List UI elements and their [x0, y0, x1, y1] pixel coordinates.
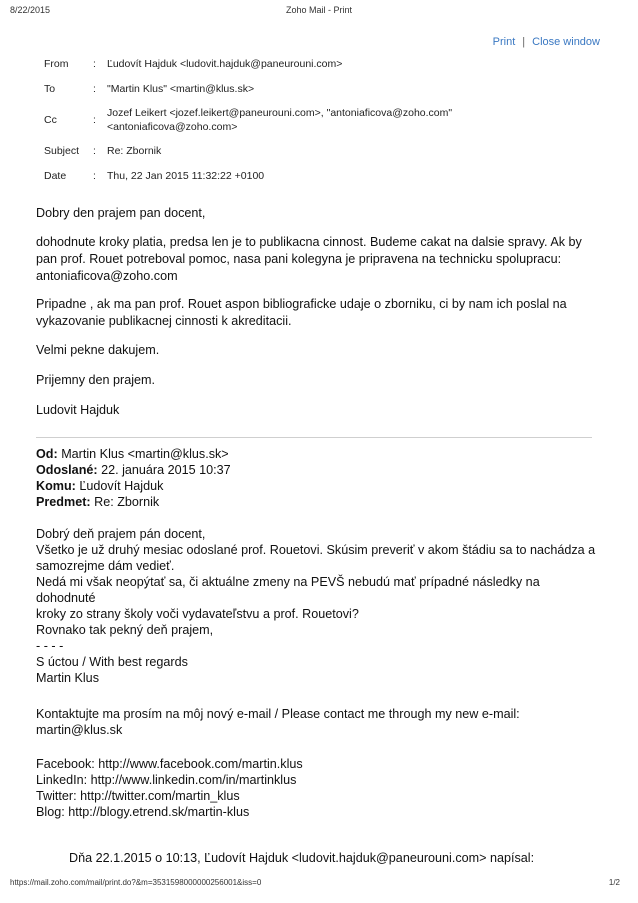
- message-greeting: [36, 205, 596, 222]
- quoted-from: [36, 446, 596, 462]
- quoted-subject-value: Re: Zbornik: [94, 495, 160, 509]
- signature-line: Martin Klus: [36, 671, 99, 685]
- message-paragraph-2: [36, 296, 596, 330]
- quoted-subject: [36, 494, 596, 510]
- footer-url: https://mail.zoho.com/mail/print.do?&m=3531598000000256001&iss=0: [10, 878, 262, 887]
- quoted-to: [36, 478, 596, 494]
- colon: :: [93, 57, 96, 70]
- subject-row: [36, 138, 602, 163]
- paragraph-line: dohodnute kroky platia, predsa len je to publikacna cinnost. Budeme cakat na dalsie spravy. Ak by: [36, 235, 582, 249]
- close-window-link[interactable]: Close window: [532, 36, 600, 48]
- reply-intro-text: Dňa 22.1.2015 o 10:13, Ľudovít Hajduk <ludovit.hajduk@paneurouni.com> napísal:: [69, 851, 535, 865]
- date-value: Thu, 22 Jan 2015 11:32:22 +0100: [107, 169, 265, 182]
- linkedin-link: LinkedIn: http://www.linkedin.com/in/martinklus: [36, 773, 297, 787]
- reply-intro: [69, 850, 609, 866]
- colon: :: [93, 113, 96, 126]
- cc-value: [107, 101, 602, 138]
- quoted-from-value: Martin Klus <martin@klus.sk>: [61, 447, 229, 461]
- paragraph-line: Pripadne , ak ma pan prof. Rouet aspon bibliograficke udaje o zborniku, ci by nam ich poslal na: [36, 297, 567, 311]
- from-value: Ľudovít Hajduk <ludovit.hajduk@paneurouni.com>: [107, 57, 343, 70]
- quoted-signature: [36, 638, 596, 686]
- thanks-text: Velmi pekne dakujem.: [36, 343, 160, 357]
- to-label: To: [44, 82, 56, 95]
- quoted-to-value: Ľudovít Hajduk: [79, 479, 164, 493]
- colon: :: [93, 169, 96, 182]
- closing-text: Prijemny den prajem.: [36, 373, 155, 387]
- paragraph-line: pan prof. Rouet potreboval pomoc, nasa pani kolegyna je pripravena na technicku spolupracu:: [36, 252, 562, 266]
- paragraph-line: vykazovanie publikacnej cinnosti k akreditacii.: [36, 314, 292, 328]
- to-value: "Martin Klus" <martin@klus.sk>: [107, 82, 255, 95]
- message-paragraph-1: [36, 234, 596, 285]
- quoted-line: Nedá mi však neopýtať sa, či aktuálne zmeny na PEVŠ nebudú mať prípadné následky na dohodnuté: [36, 575, 540, 605]
- quoted-social-links: [36, 756, 596, 820]
- print-title: Zoho Mail - Print: [285, 5, 353, 15]
- contact-line: martin@klus.sk: [36, 723, 123, 737]
- print-link[interactable]: Print: [492, 36, 516, 48]
- quoted-header: [36, 446, 596, 510]
- message-signature: [36, 402, 596, 419]
- contact-line: Kontaktujte ma prosím na môj nový e-mail / Please contact me through my new e-mail:: [36, 707, 520, 721]
- colon: :: [93, 144, 96, 157]
- subject-label: Subject: [44, 144, 80, 157]
- signature-line: S úctou / With best regards: [36, 655, 188, 669]
- to-row: [36, 76, 602, 101]
- quoted-line: Všetko je už druhý mesiac odoslané prof. Rouetovi. Skúsim preveriť v akom štádiu sa to nachádza a: [36, 543, 596, 557]
- cc-value-line: Jozef Leikert <jozef.leikert@paneurouni.com>, "antoniaficova@zoho.com": [107, 106, 453, 119]
- print-header: [10, 5, 628, 19]
- greeting-text: Dobry den prajem pan docent,: [36, 206, 206, 220]
- from-label: From: [44, 57, 69, 70]
- date-row: [36, 163, 602, 188]
- quoted-line: kroky zo strany školy voči vydavateľstvu a prof. Rouetovi?: [36, 607, 359, 621]
- message-thanks: [36, 342, 596, 359]
- cc-value-line: <antoniaficova@zoho.com>: [107, 120, 238, 133]
- cc-label: Cc: [44, 113, 57, 126]
- quoted-to-label: Komu:: [36, 479, 76, 493]
- facebook-link: Facebook: http://www.facebook.com/martin.klus: [36, 757, 303, 771]
- date-label: Date: [44, 169, 67, 182]
- signature-text: Ludovit Hajduk: [36, 403, 120, 417]
- quoted-sent-value: 22. januára 2015 10:37: [101, 463, 231, 477]
- print-toolbar: [493, 36, 600, 48]
- quoted-contact: [36, 706, 596, 738]
- message-closing: [36, 372, 596, 389]
- twitter-link: Twitter: http://twitter.com/martin_klus: [36, 789, 240, 803]
- quoted-body: [36, 526, 596, 638]
- cc-row: [36, 101, 602, 138]
- quoted-subject-label: Predmet:: [36, 495, 91, 509]
- toolbar-separator: |: [522, 36, 526, 48]
- page-number: 1/2: [608, 878, 620, 887]
- blog-link: Blog: http://blogy.etrend.sk/martin-klus: [36, 805, 250, 819]
- quoted-line: Dobrý deň prajem pán docent,: [36, 527, 206, 541]
- quoted-line: Rovnako tak pekný deň prajem,: [36, 623, 214, 637]
- print-footer: [10, 878, 628, 890]
- paragraph-line: antoniaficova@zoho.com: [36, 269, 178, 283]
- colon: :: [93, 82, 96, 95]
- print-date: 8/22/2015: [10, 5, 51, 15]
- quoted-sent-label: Odoslané:: [36, 463, 98, 477]
- quoted-line: samozrejme dám vedieť.: [36, 559, 175, 573]
- quoted-sent: [36, 462, 596, 478]
- subject-value: Re: Zbornik: [107, 144, 162, 157]
- signature-line: - - - -: [36, 639, 64, 653]
- email-header-table: [36, 51, 602, 188]
- quoted-from-label: Od:: [36, 447, 58, 461]
- quote-divider: [36, 437, 592, 438]
- from-row: [36, 51, 602, 76]
